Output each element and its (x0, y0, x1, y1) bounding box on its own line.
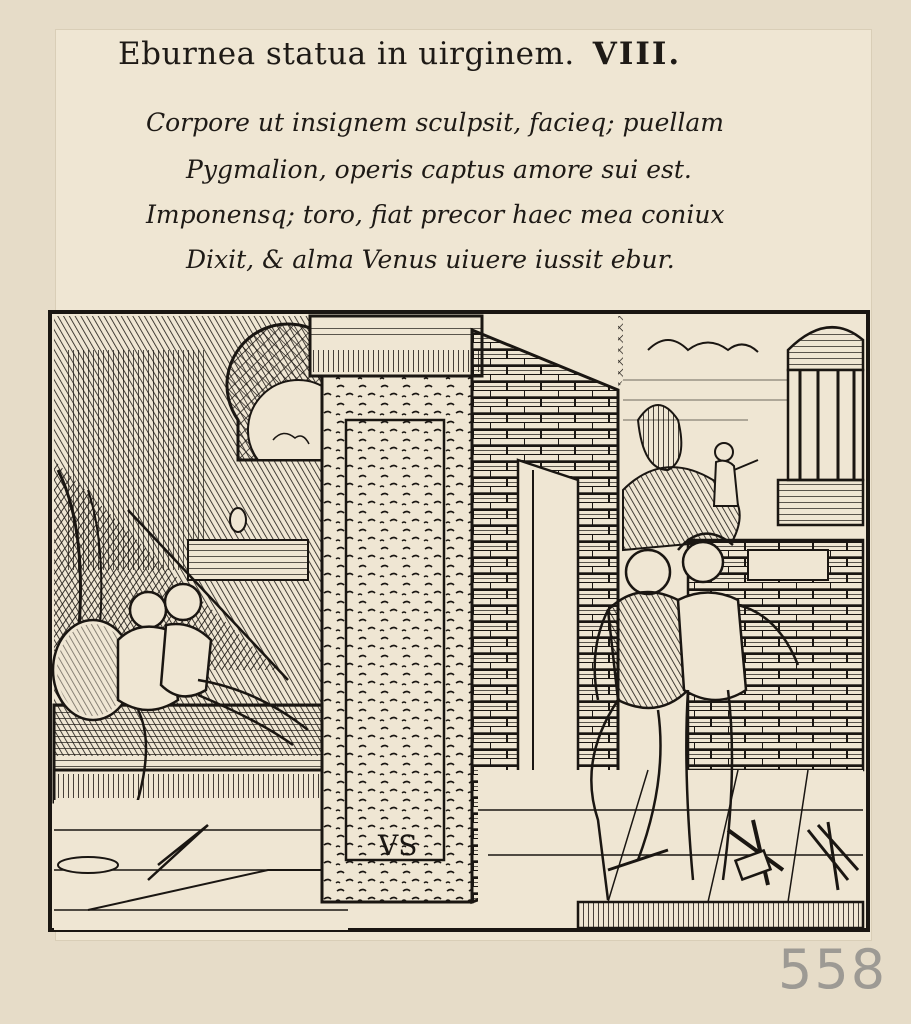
emblem-title (118, 36, 758, 72)
woodcut-illustration (48, 310, 870, 932)
verse-line-4: Dixit, & alma Venus uiuere iussit ebur. (186, 245, 675, 274)
verse-line-1: Corpore ut insignem sculpsit, facieq; puellam (146, 108, 724, 137)
inventory-number: 558 (778, 938, 888, 1001)
title-text: Eburnea statua in uirginem. (118, 36, 575, 72)
verse-line-2: Pygmalion, operis captus amore sui est. (186, 155, 692, 184)
title-number: VIII. (592, 36, 682, 72)
verse-line-3: Imponensq; toro, fiat precor haec mea coniux (146, 200, 725, 229)
woodcut-monogram: VS (378, 829, 418, 862)
